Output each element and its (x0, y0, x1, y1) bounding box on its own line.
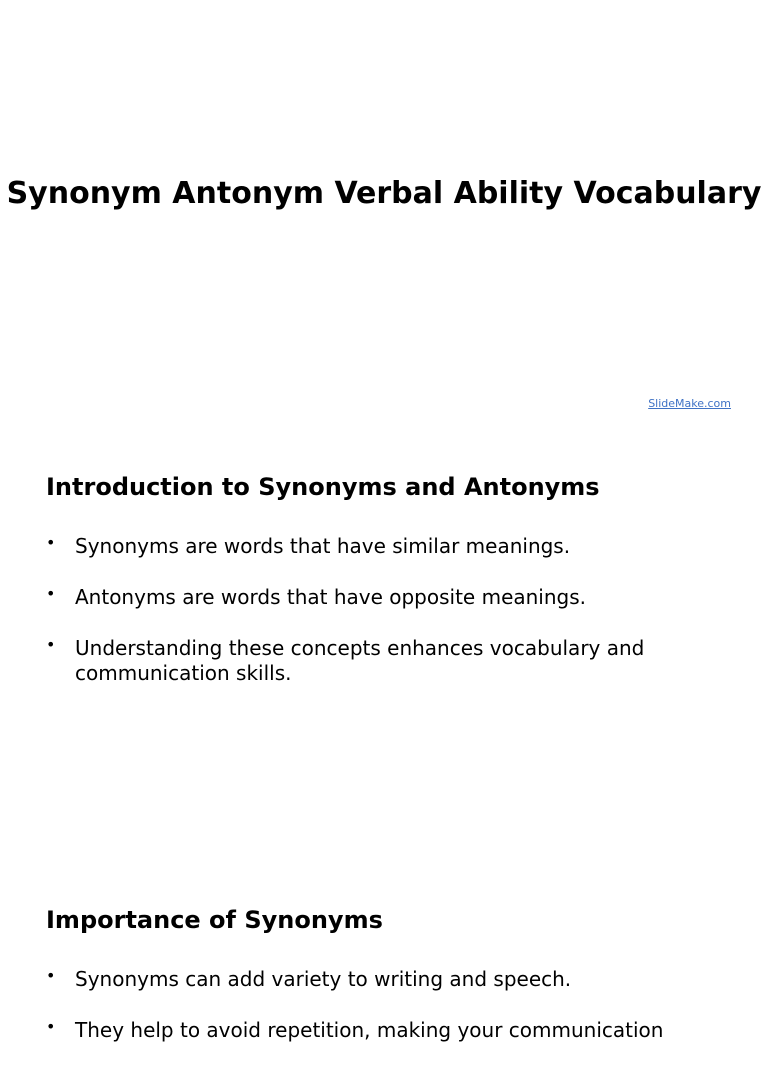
bullet-icon: • (46, 635, 56, 654)
bullet-icon: • (46, 533, 56, 552)
bullet-icon: • (46, 966, 56, 985)
page-title: Synonym Antonym Verbal Ability Vocabulary (6, 176, 762, 211)
section-heading-introduction: Introduction to Synonyms and Antonyms (46, 473, 600, 501)
bullet-list-importance (46, 967, 726, 1069)
section-heading-importance: Importance of Synonyms (46, 906, 383, 934)
list-item-text: Synonyms can add variety to writing and speech. (75, 967, 572, 991)
list-item-text: Understanding these concepts enhances vocabulary and communication skills. (75, 636, 645, 685)
list-item (46, 585, 726, 610)
list-item-text: Antonyms are words that have opposite meanings. (75, 585, 587, 609)
list-item-text: Synonyms are words that have similar meanings. (75, 534, 571, 558)
source-link[interactable]: SlideMake.com (648, 397, 731, 410)
list-item (46, 967, 726, 992)
bullet-icon: • (46, 584, 56, 603)
list-item (46, 1018, 726, 1043)
list-item-text: They help to avoid repetition, making your communication (75, 1018, 664, 1042)
list-item (46, 534, 726, 559)
list-item (46, 636, 726, 686)
bullet-list-introduction (46, 534, 726, 712)
bullet-icon: • (46, 1017, 56, 1036)
